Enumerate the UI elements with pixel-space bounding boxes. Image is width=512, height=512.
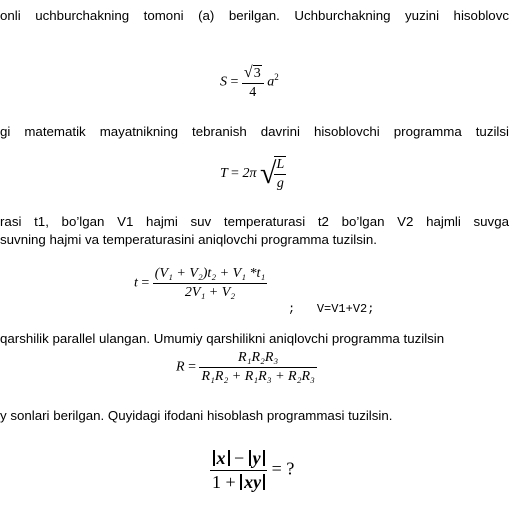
formula-pendulum-period: T = 2π √ $\frac{L}{g}$ — [220, 157, 285, 191]
formula-mix-temperature: t = $\frac{\text{(V₁ + V₂)t₂ + V₁ *t₁}}{\text{2V₁ + V₂}}$ — [134, 266, 266, 300]
formula-expression: $\frac{x - y}{1 + xy}$ = ? — [212, 448, 295, 492]
task-line-5: y sonlari berilgan. Quyidagi ifodani hisoblash programmasi tuzilsin. — [0, 408, 393, 423]
task-line-3a: rasi t1, bo’lgan V1 hajmi suv temperaturasi t2 bo’lgan V2 hajmli suvga — [0, 214, 509, 229]
formula-triangle-area: S = $\frac{√3}{4}$ $a^2$ — [220, 64, 279, 100]
task-line-1: onli uchburchakning tomoni (a) berilgan. Uchburchakning yuzini hisoblovc — [0, 8, 509, 23]
task-line-2: gi matematik mayatnikning tebranish davrini hisoblovchi programma tuzilsi — [0, 124, 509, 139]
task-line-4: qarshilik parallel ulangan. Umumiy qarshilikni aniqlovchi programma tuzilsin — [0, 331, 445, 346]
formula-parallel-resistance: R = $\frac{\text{R₁R₂R₃}}{\text{R₁R₂ + R₁R₃ + R₂R₃}}$ — [176, 350, 315, 384]
code-snippet: ; V=V1+V2; — [288, 302, 375, 316]
task-line-3b: suvning hajmi va temperaturasini aniqlovchi programma tuzilsin. — [0, 232, 377, 247]
